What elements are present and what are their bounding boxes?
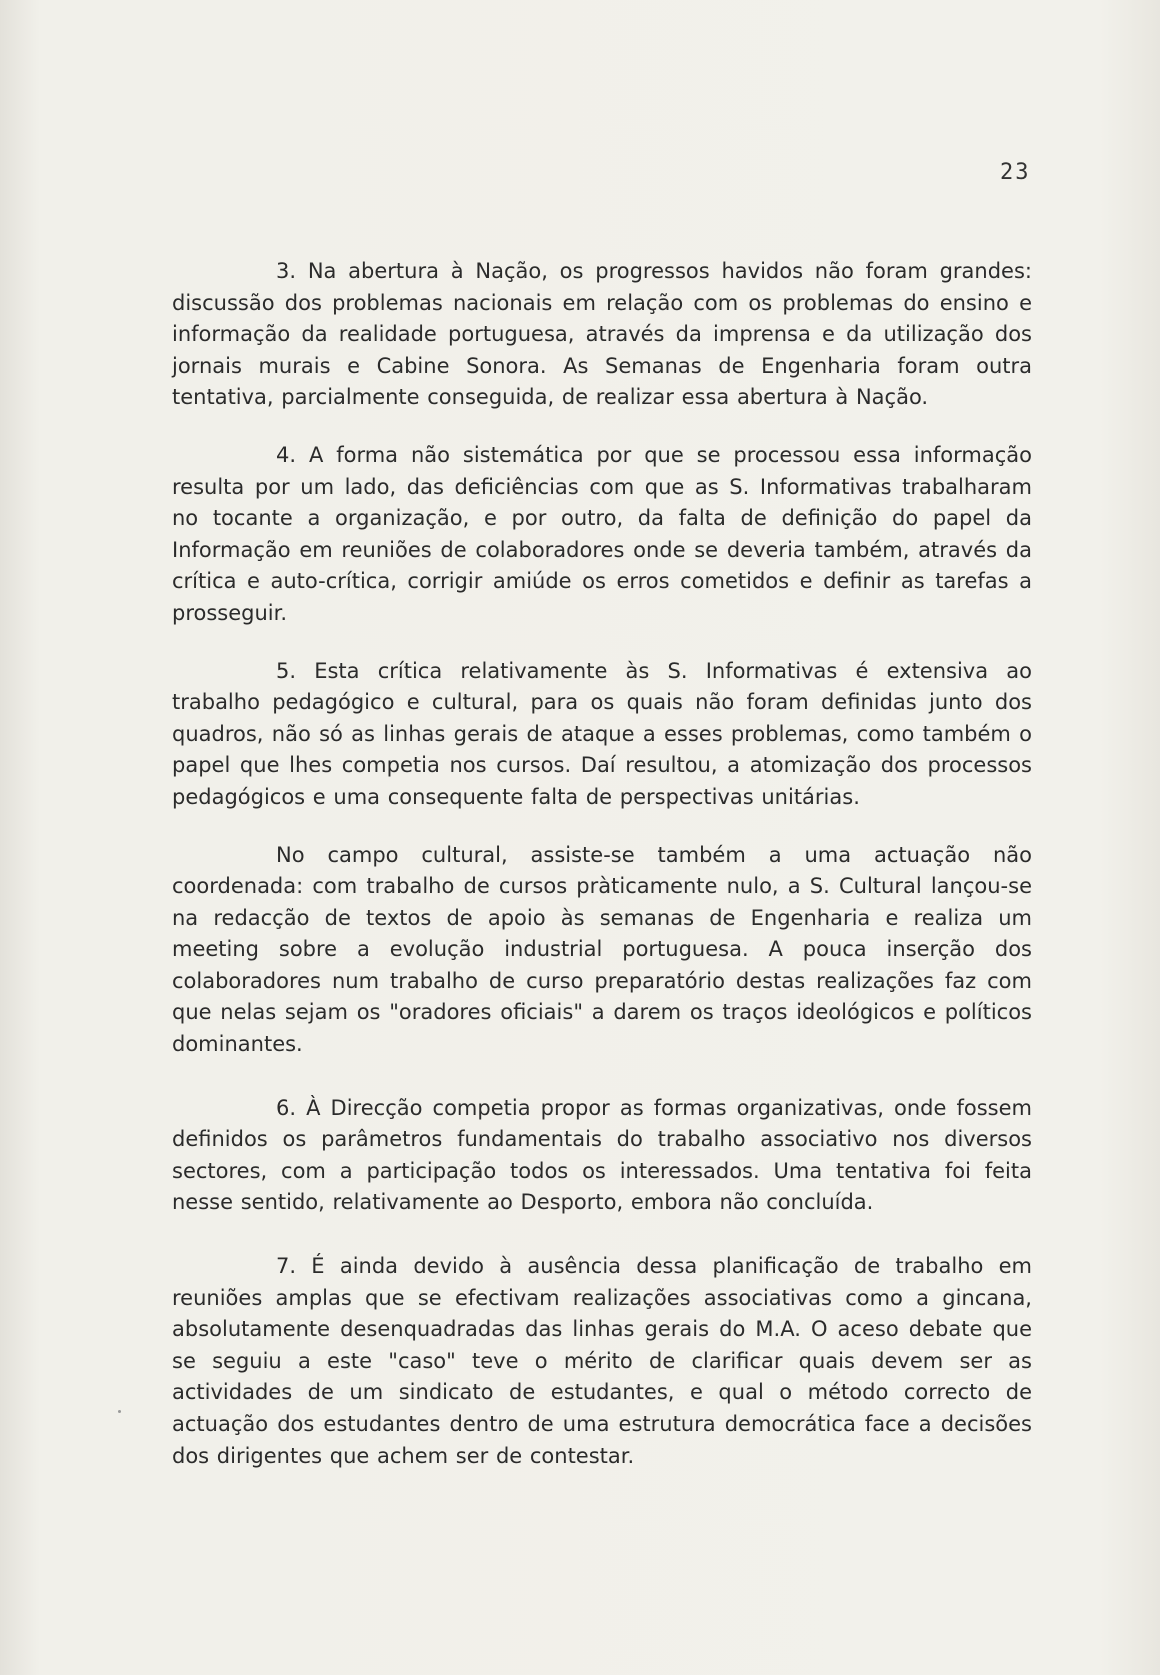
paragraph-3-abertura: 3. Na abertura à Nação, os progressos havidos não foram grandes: discussão dos problemas nacionais em relação com os problemas do ensino e informação da realidade portuguesa, através da imprensa e da utilização dos jornais murais e Cabine Sonora. As Semanas de Engenharia foram outra tentativa, parcialmente conseguida, de realizar essa abertura à Nação. [172,259,1032,410]
page-number: 23 [1000,160,1031,185]
paragraph-6-direccao: 6. À Direcção competia propor as formas organizativas, onde fossem definidos os parâmetros fundamentais do trabalho associativo nos diversos sectores, com a participação todos os interessados. Uma tentativa foi feita nesse sentido, relativamente ao Desporto, embora não concluída. [172,1095,1032,1215]
paragraph-5-critica: 5. Esta crítica relativamente às S. Informativas é extensiva ao trabalho pedagógico e cultural, para os quais não foram definidas junto dos quadros, não só as linhas gerais de ataque a esses problemas, como também o papel que lhes competia nos cursos. Daí resultou, a atomização dos processos pedagógicos e uma consequente falta de perspectivas unitárias. [172,658,1032,809]
paragraph-4-informacao: 4. A forma não sistemática por que se processou essa informação resulta por um lado, das deficiências com que as S. Informativas trabalharam no tocante a organização, e por outro, da falta de definição do papel da Informação em reuniões de colaboradores onde se deveria também, através da crítica e auto-crítica, corrigir amiúde os erros cometidos e definir as tarefas a prosseguir. [172,442,1032,625]
paragraph-campo-cultural: No campo cultural, assiste-se também a uma actuação não coordenada: com trabalho de cursos pràticamente nulo, a S. Cultural lançou-se na redacção de textos de apoio às semanas de Engenharia e realiza um meeting sobre a evolução industrial portuguesa. A pouca inserção dos colaboradores num trabalho de curso preparatório destas realizações faz com que nelas sejam os "oradores oficiais" a darem os traços ideológicos e políticos dominantes. [172,842,1032,1057]
paragraph-7-planificacao: 7. É ainda devido à ausência dessa planificação de trabalho em reuniões amplas que se efectivam realizações associativas como a gincana, absolutamente desenquadradas das linhas gerais do M.A. O aceso debate que se seguiu a este "caso" teve o mérito de clarificar quais devem ser as actividades de um sindicato de estudantes, e qual o método correcto de actuação dos estudantes dentro de uma estrutura democrática face a decisões dos dirigentes que achem ser de contestar. [172,1254,1032,1468]
ink-speck [118,1410,121,1413]
document-body [172,256,1032,1472]
